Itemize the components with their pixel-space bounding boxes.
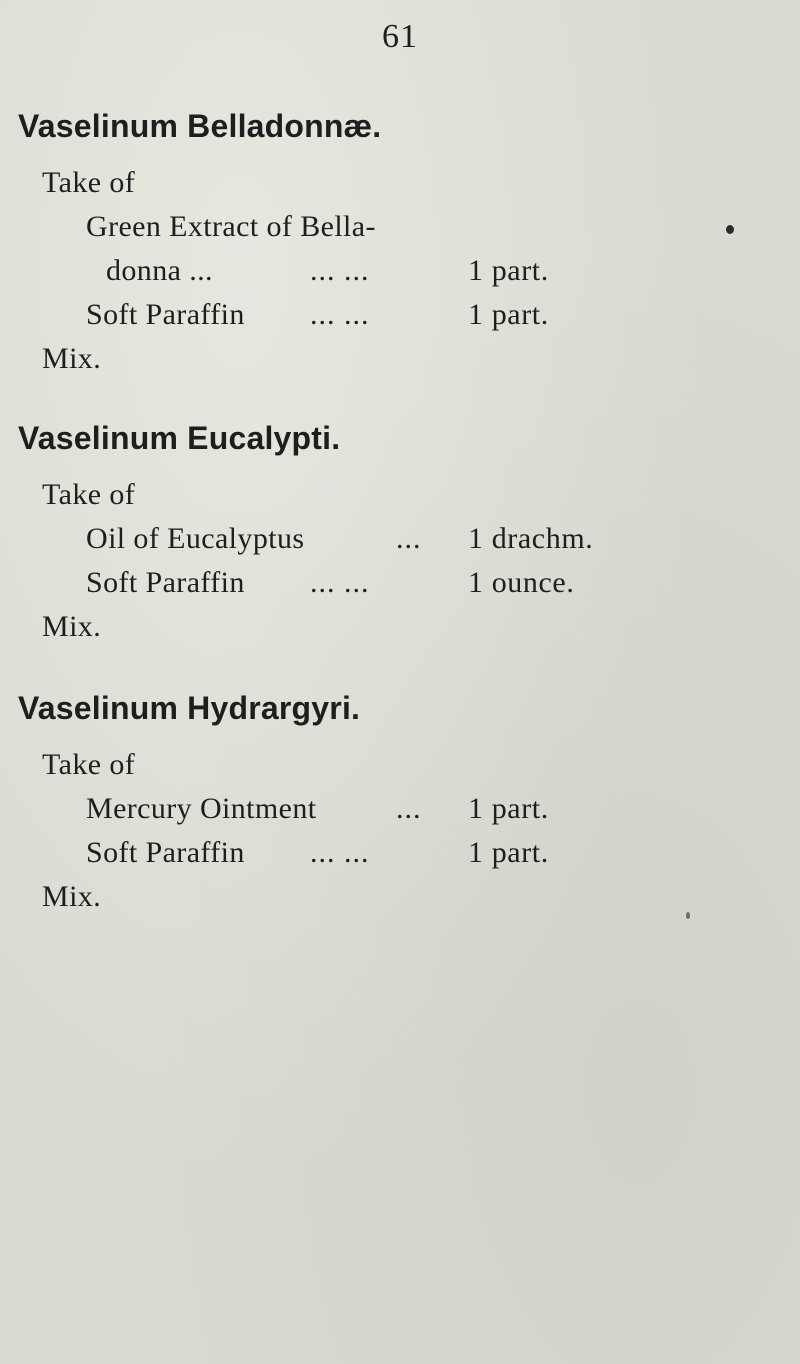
page-number: 61	[382, 18, 418, 55]
leader-dots: ...	[396, 792, 422, 825]
ingredient-name: Soft Paraffin	[86, 836, 245, 869]
leader-dots: ... ...	[310, 254, 370, 287]
mix-instruction: Mix.	[42, 342, 102, 375]
mix-instruction: Mix.	[42, 880, 102, 913]
recipe-title: Vaselinum Hydrargyri.	[18, 690, 361, 726]
take-of-label: Take of	[42, 478, 136, 511]
ingredient-quantity: 1 drachm.	[468, 522, 594, 555]
ingredient-quantity: 1 part.	[468, 254, 549, 287]
ingredient-quantity: 1 part.	[468, 792, 549, 825]
mix-instruction: Mix.	[42, 610, 102, 643]
ingredient-name: Green Extract of Bella-	[86, 210, 376, 243]
leader-dots: ... ...	[310, 566, 370, 599]
ingredient-name: Soft Paraffin	[86, 298, 245, 331]
ingredient-quantity: 1 part.	[468, 836, 549, 869]
ingredient-name-continued: donna ...	[106, 254, 213, 287]
leader-dots: ... ...	[310, 836, 370, 869]
ingredient-name: Oil of Eucalyptus	[86, 522, 305, 555]
recipe-title: Vaselinum Eucalypti.	[18, 420, 341, 456]
ink-speck	[686, 912, 690, 919]
ink-speck	[726, 225, 734, 234]
leader-dots: ... ...	[310, 298, 370, 331]
ingredient-name: Soft Paraffin	[86, 566, 245, 599]
recipe-title: Vaselinum Belladonnæ.	[18, 108, 382, 144]
ingredient-quantity: 1 ounce.	[468, 566, 575, 599]
take-of-label: Take of	[42, 748, 136, 781]
take-of-label: Take of	[42, 166, 136, 199]
ingredient-name: Mercury Ointment	[86, 792, 317, 825]
ingredient-quantity: 1 part.	[468, 298, 549, 331]
leader-dots: ...	[396, 522, 422, 555]
